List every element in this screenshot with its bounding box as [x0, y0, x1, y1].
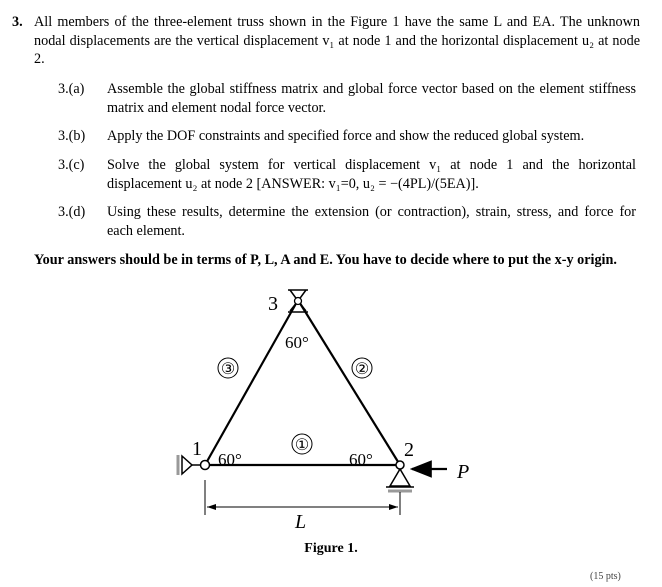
part-label: 3.(c) — [58, 157, 85, 173]
element-1-label: ① — [294, 437, 310, 454]
question-number: 3. — [12, 14, 23, 30]
part-text: Assemble the global stiffness matrix and global force vector based on the element stiffness matrix and element nodal force vector. — [107, 81, 636, 116]
node-1-label: 1 — [192, 438, 202, 460]
part-label: 3.(b) — [58, 128, 86, 144]
instruction-text: Your answers should be in terms of P, L, A and E. You have to decide where to put the x-y origin. — [34, 252, 617, 268]
part-text: Apply the DOF constraints and specified force and show the reduced global system. — [107, 128, 585, 144]
node-3-label: 3 — [268, 293, 278, 315]
load-label: P — [457, 461, 470, 483]
node-2-label: 2 — [404, 439, 414, 461]
element-2-label: ② — [354, 361, 370, 378]
angle-label-node2: 60° — [349, 450, 373, 469]
element-2-bar — [298, 300, 400, 465]
node-3-support — [288, 290, 308, 312]
part-label: 3.(a) — [58, 81, 85, 97]
dimension-label: L — [295, 511, 307, 533]
question-text: All members of the three-element truss shown in the Figure 1 have the same L and EA. The unknown nodal displacements are the vertical displacement v₁ at node 1 and the horizontal displacement u₂ at node 2. — [34, 14, 640, 67]
element-3-label: ③ — [220, 361, 236, 378]
angle-label-node1: 60° — [218, 450, 242, 469]
part-text: Using these results, determine the extension (or contraction), strain, stress, and force for each element. — [107, 204, 636, 239]
part-text: Solve the global system for vertical displacement v₁ at node 1 and the horizontal displacement u₂ at node 2 [ANSWER: v₁=0, u₂ = −(4PL)/(5EA)]. — [107, 157, 636, 192]
part-label: 3.(d) — [58, 204, 86, 220]
angle-label-node3: 60° — [285, 333, 309, 352]
page-stub-text: (15 pts) — [590, 571, 621, 582]
dimension-line — [205, 480, 400, 515]
figure-caption: Figure 1. — [304, 541, 358, 556]
element-3-bar — [205, 300, 298, 465]
